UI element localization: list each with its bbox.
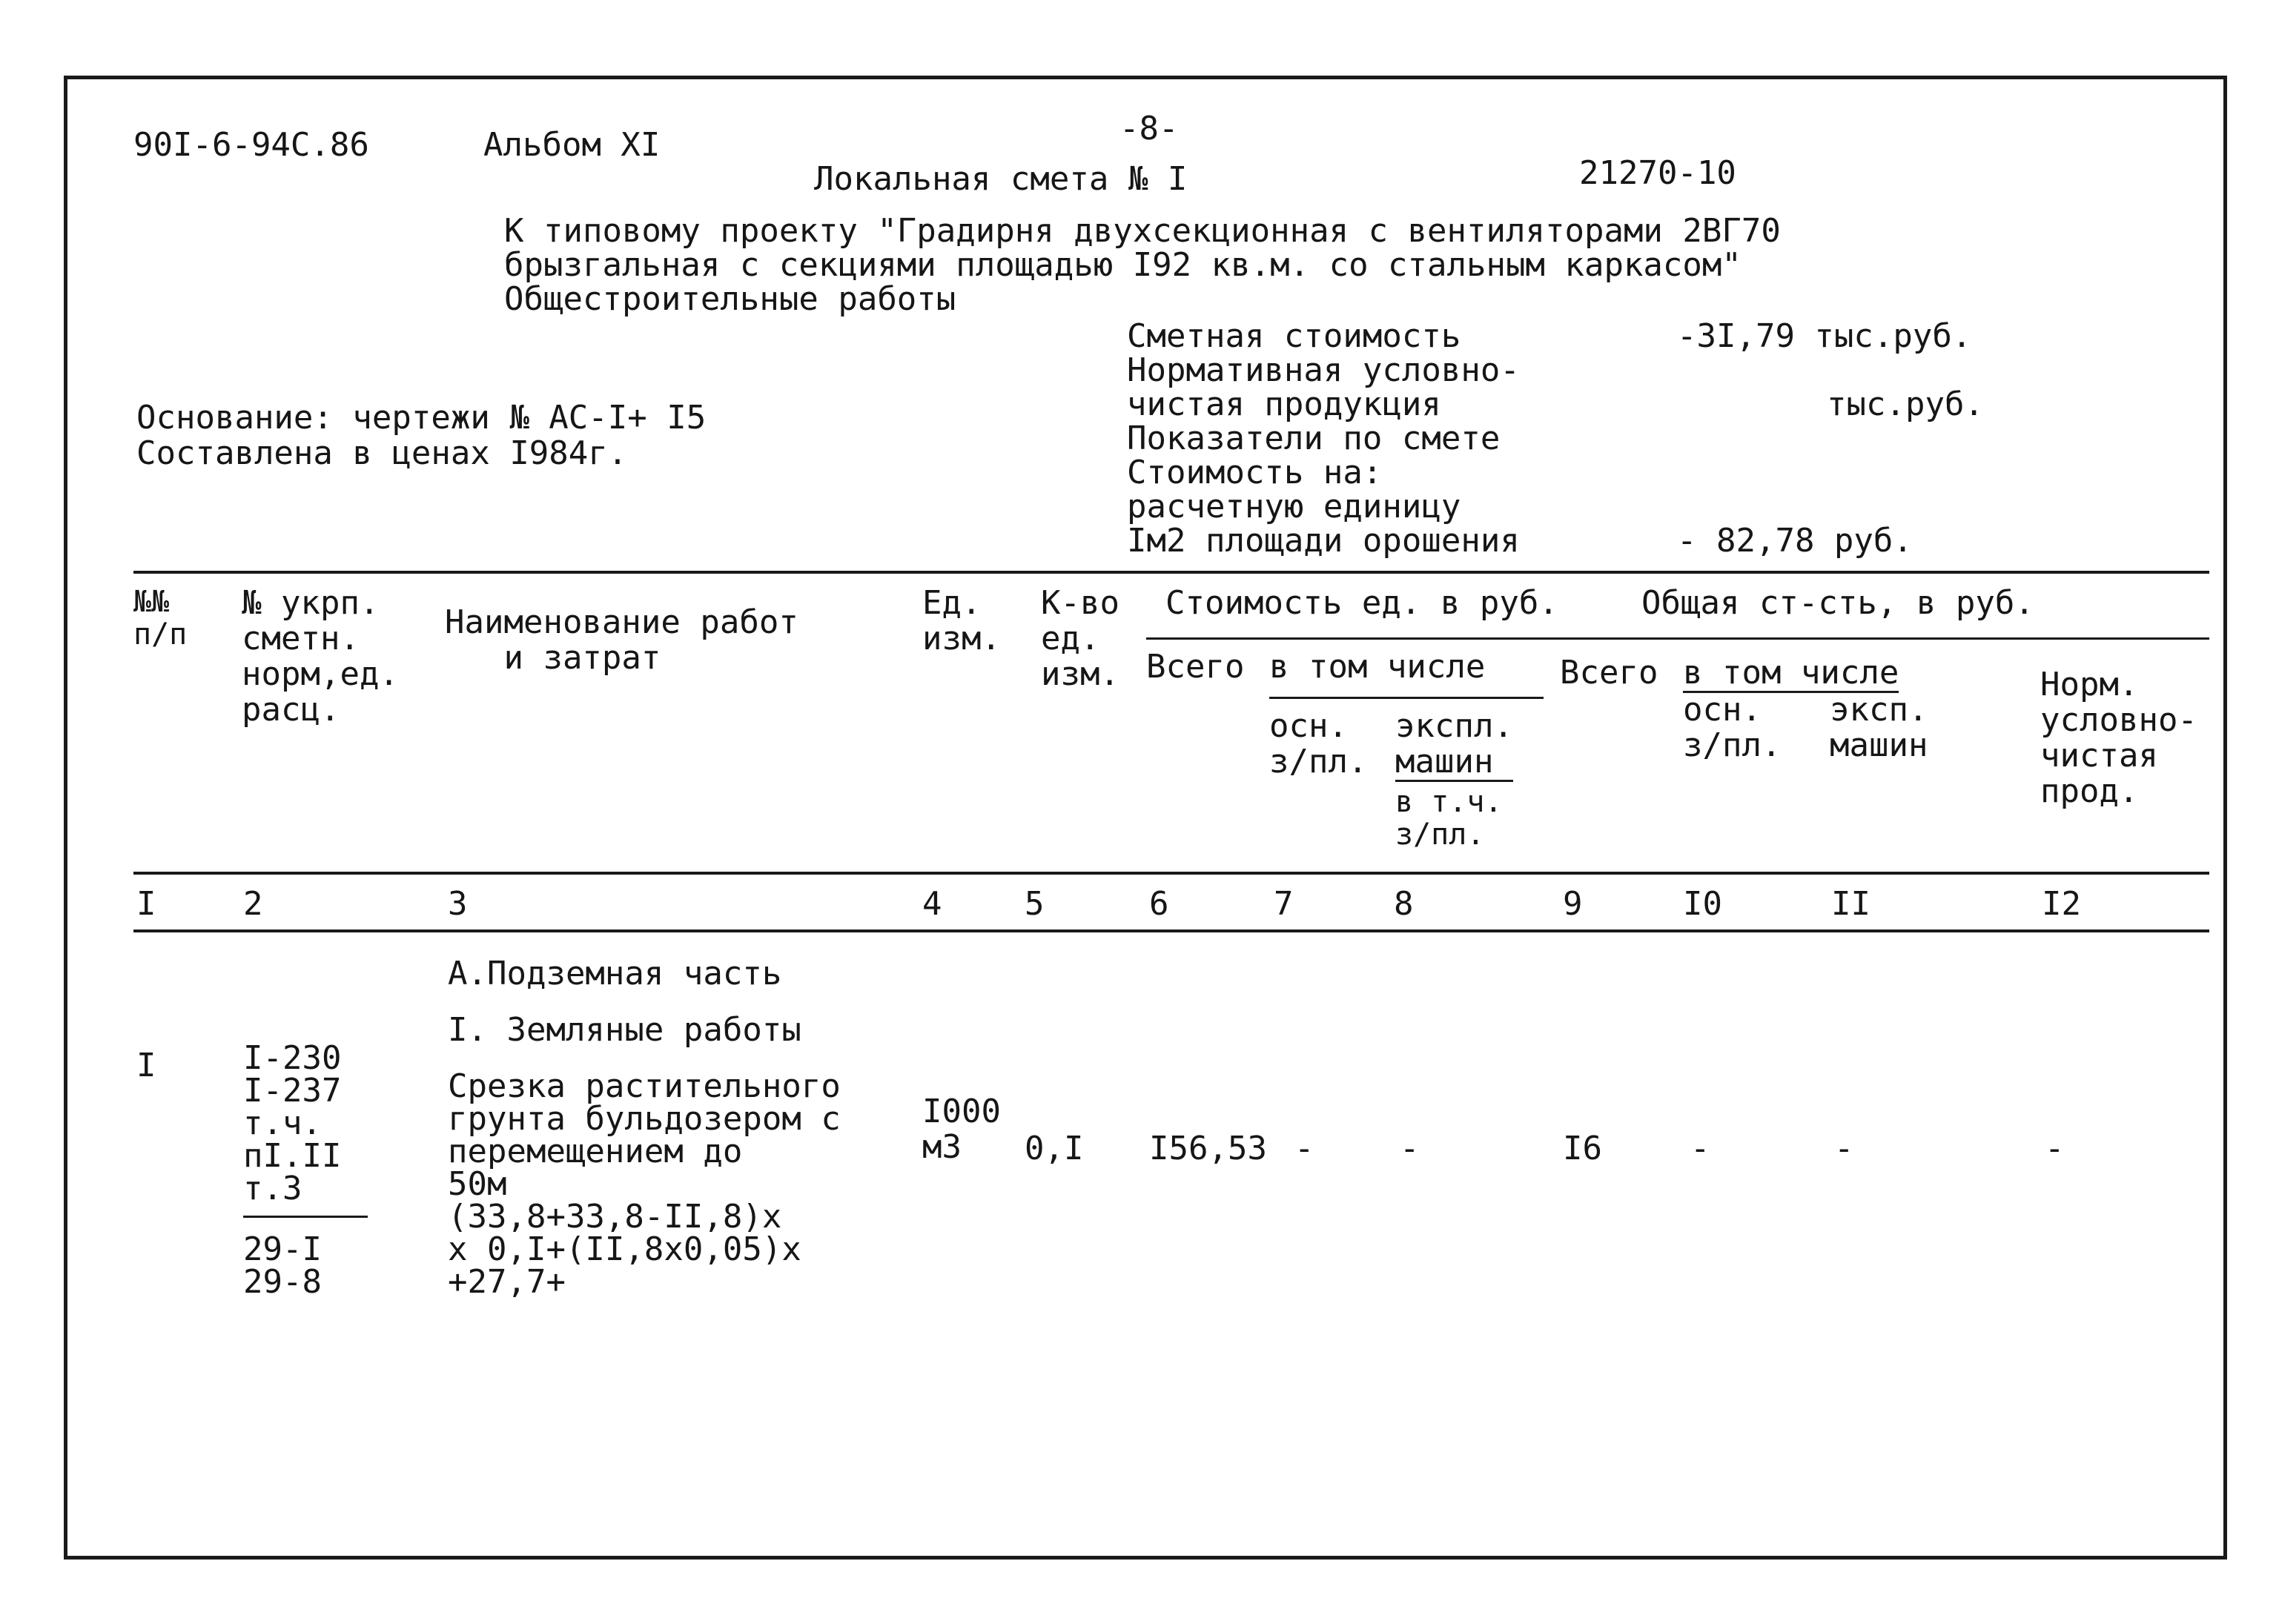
col-num-10: I0: [1683, 885, 1722, 923]
row1-work-description: Срезка растительного грунта бульдозером с перемещением до 50м (33,8+33,8-II,8)х х 0,I+(II,8х0,05)х +27,7+: [448, 1067, 841, 1301]
including-rule-unit: [1269, 697, 1544, 699]
page-number: -8-: [1119, 110, 1179, 148]
col-header-total-wage: осн. з/пл.: [1683, 691, 1782, 764]
group-header-rule: [1146, 637, 2209, 640]
col-num-2: 2: [243, 885, 263, 923]
col-num-5: 5: [1025, 885, 1045, 923]
col-num-4: 4: [922, 885, 942, 923]
basis-line-1: Основание: чертежи № АС-I+ I5: [136, 399, 707, 437]
row1-total-machines: -: [1834, 1130, 1854, 1167]
col-header-unit-machines: экспл. машин: [1395, 707, 1513, 780]
doc-code: 90I-6-94C.86: [133, 126, 369, 164]
row1-unit: I000 м3: [922, 1093, 1001, 1166]
section-heading-underground: А.Подземная часть: [448, 955, 782, 992]
project-line-2: брызгальная с секциями площадью I92 кв.м. со стальным каркасом": [504, 246, 1742, 284]
row1-code-divider: [243, 1216, 368, 1218]
normative-label-2: чистая продукция: [1127, 385, 1441, 423]
estimated-cost-label: Сметная стоимость: [1127, 317, 1461, 355]
row1-total-wage: -: [1690, 1130, 1710, 1167]
normative-value: тыс.руб.: [1827, 385, 1984, 423]
col-num-9: 9: [1563, 885, 1583, 923]
column-numbers-rule: [133, 929, 2209, 932]
page-frame: [64, 76, 2227, 1560]
col-num-7: 7: [1274, 885, 1294, 923]
indicators-label: Показатели по смете: [1127, 420, 1501, 457]
row1-code-top: I-230 I-237 т.ч. пI.II т.3: [243, 1039, 342, 1207]
stamp-number: 21270-10: [1579, 154, 1736, 192]
project-line-1: К типовому проекту "Градирня двухсекционная с вентиляторами 2ВГ70: [504, 212, 1781, 250]
col-header-total: Всего: [1560, 654, 1658, 692]
row1-total: I6: [1563, 1130, 1602, 1167]
col-header-name: Наименование работ и затрат: [445, 603, 798, 677]
row1-unit-wage: -: [1294, 1130, 1314, 1167]
album-label: Альбом XI: [483, 126, 661, 164]
row1-norm-product: -: [2045, 1130, 2065, 1167]
row1-qty: 0,I: [1025, 1130, 1084, 1167]
col-header-unit-total: Всего: [1146, 648, 1245, 686]
row1-unit-machines: -: [1400, 1130, 1420, 1167]
col-header-code: № укрп. сметн. норм,ед. расц.: [242, 584, 399, 729]
including-label-unit: в том числе: [1269, 648, 1486, 686]
row1-code-bottom: 29-I 29-8: [243, 1230, 322, 1301]
total-cost-group-header: Общая ст-сть, в руб.: [1641, 584, 2034, 622]
col-header-unit-wage: осн. з/пл.: [1269, 707, 1368, 780]
col-header-unit: Ед. изм.: [922, 584, 1001, 657]
col-num-12: I2: [2042, 885, 2081, 923]
section-heading-earthworks: I. Земляные работы: [448, 1011, 801, 1049]
basis-line-2: Составлена в ценах I984г.: [136, 434, 628, 472]
col-num-1: I: [136, 885, 156, 923]
row1-unit-total: I56,53: [1149, 1130, 1267, 1167]
table-top-rule: [133, 571, 2209, 574]
area-label: Iм2 площади орошения: [1127, 522, 1520, 560]
col-num-6: 6: [1149, 885, 1169, 923]
col-header-num: №№ п/п: [133, 585, 188, 652]
col-header-qty: К-во ед. изм.: [1041, 584, 1119, 693]
normative-label-1: Нормативная условно-: [1127, 351, 1520, 389]
col-header-unit-machines-wage: в т.ч. з/пл.: [1395, 785, 1503, 852]
area-value: - 82,78 руб.: [1677, 522, 1913, 560]
col-num-11: II: [1831, 885, 1870, 923]
document-title: Локальная смета № I: [814, 160, 1188, 198]
project-line-3: Общестроительные работы: [504, 280, 956, 318]
col-num-3: 3: [448, 885, 468, 923]
cost-per-label: Стоимость на:: [1127, 454, 1383, 491]
unit-label: расчетную единицу: [1127, 488, 1461, 526]
unit-cost-group-header: Стоимость ед. в руб.: [1165, 584, 1558, 622]
row1-num: I: [136, 1047, 156, 1084]
col-header-norm-product: Норм. условно- чистая прод.: [2040, 666, 2197, 810]
col-header-total-machines: эксп. машин: [1830, 691, 1928, 764]
header-bottom-rule: [133, 872, 2209, 875]
col-num-8: 8: [1394, 885, 1414, 923]
including-label-total: в том числе: [1683, 654, 1899, 692]
estimated-cost-value: -3I,79 тыс.руб.: [1677, 317, 1972, 355]
